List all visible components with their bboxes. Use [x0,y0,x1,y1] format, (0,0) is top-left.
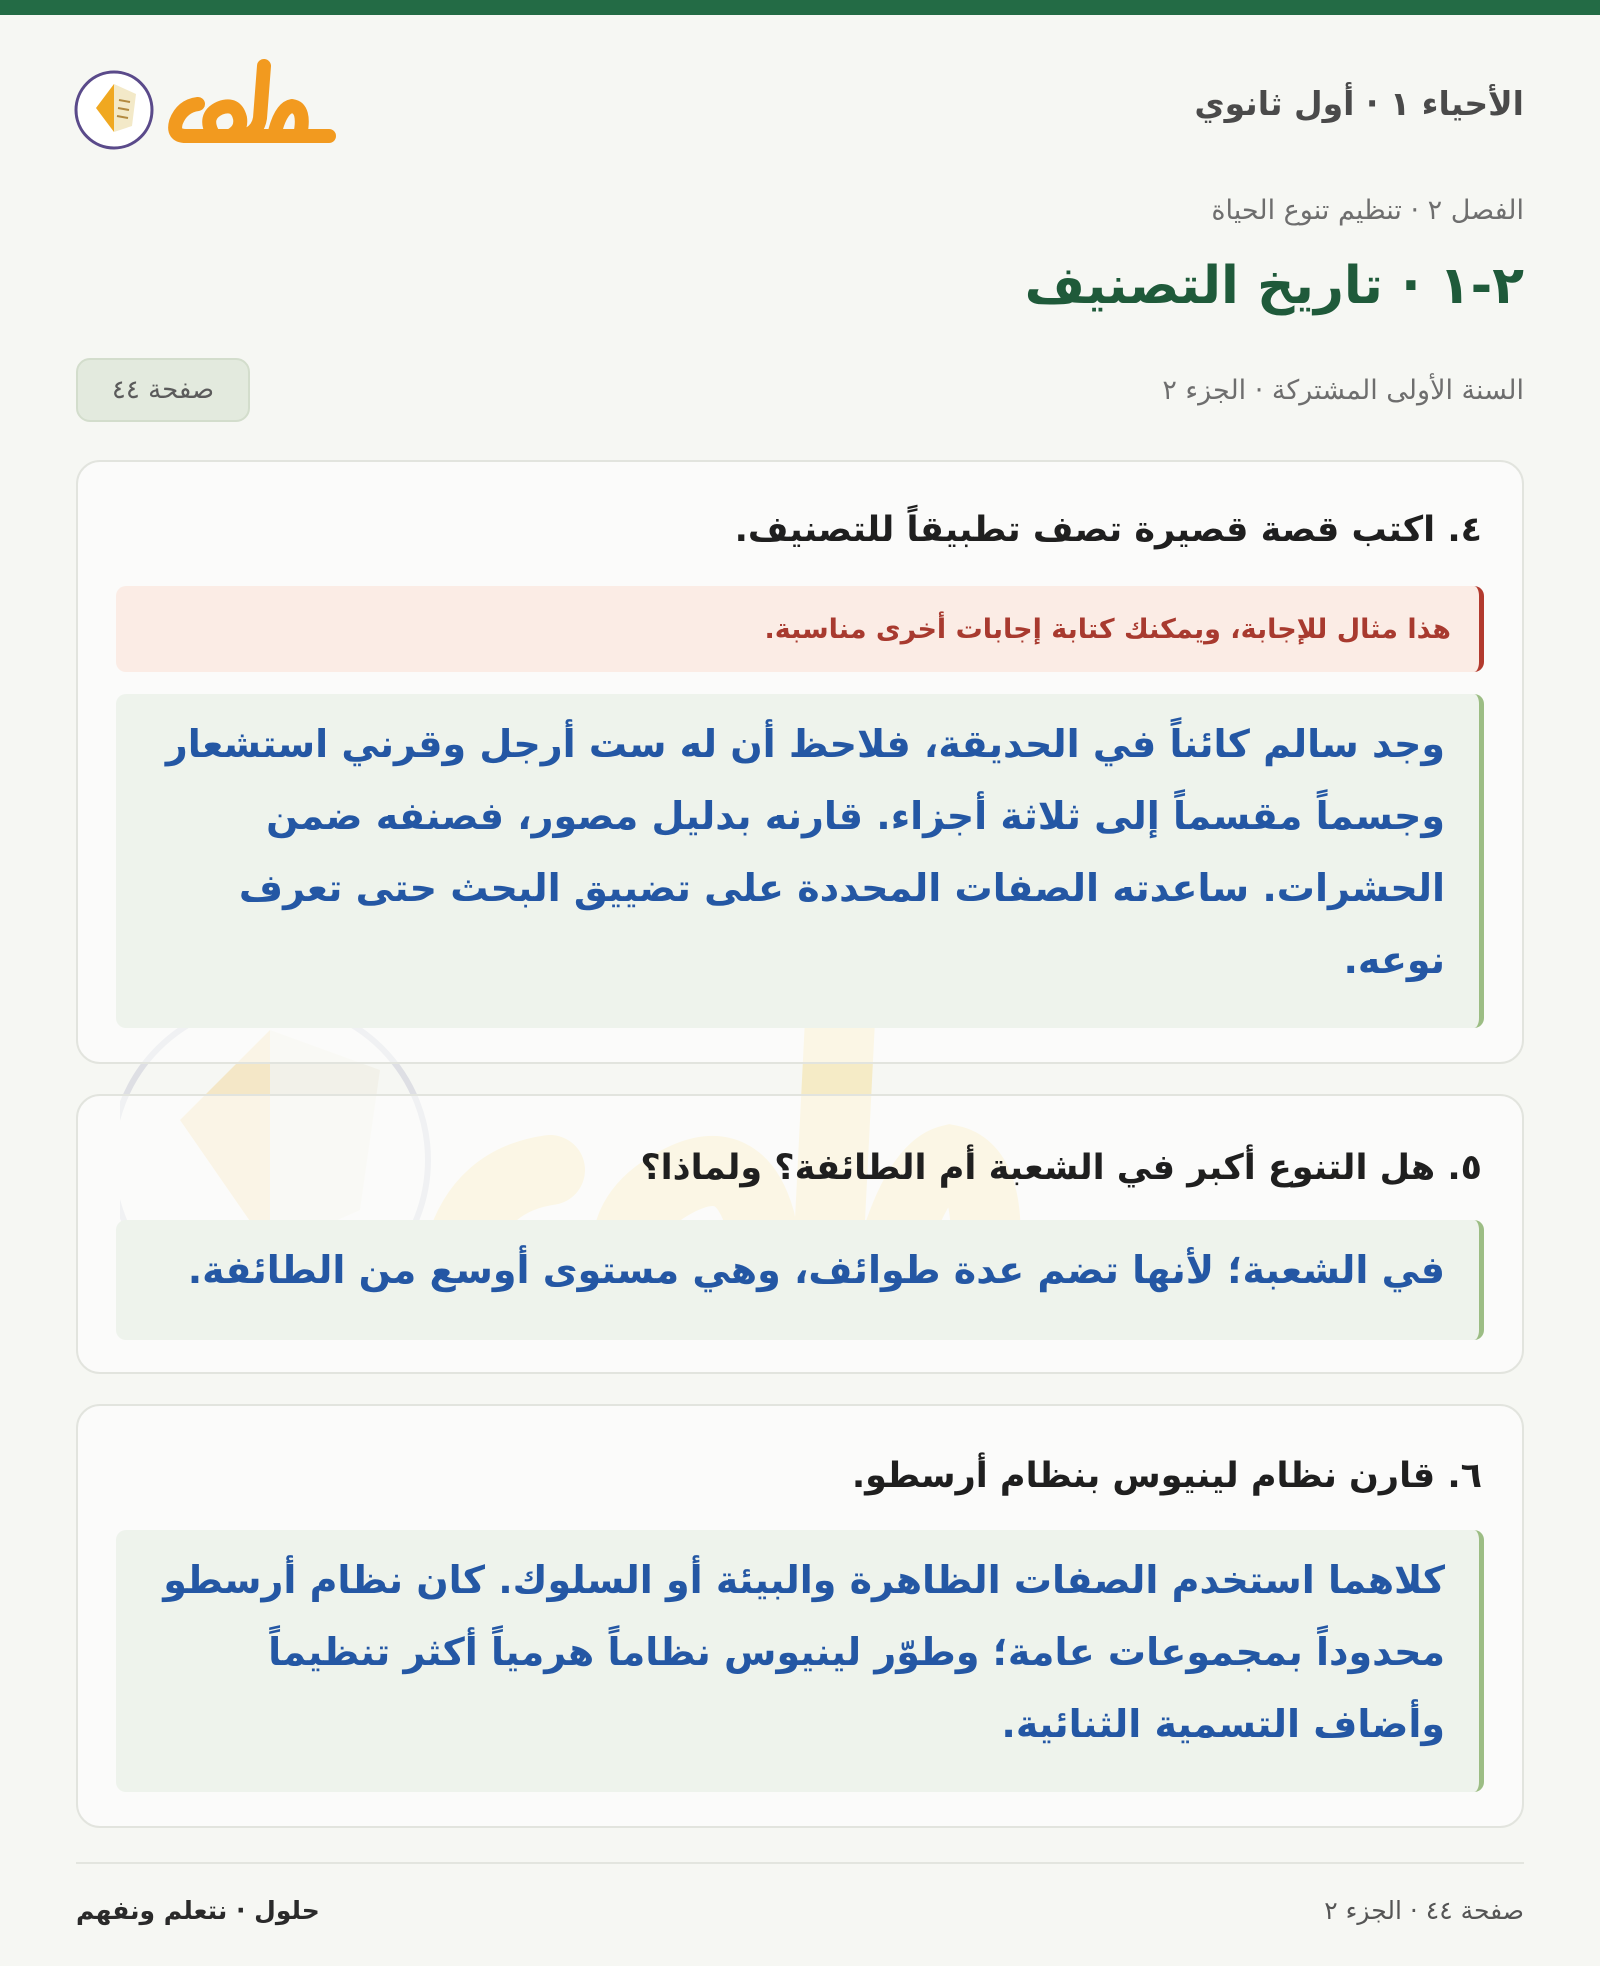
book-subtitle: السنة الأولى المشتركة · الجزء ٢ [1162,375,1524,406]
question-text: ٥. هل التنوع أكبر في الشعبة أم الطائفة؟ ولماذا؟ [640,1148,1482,1188]
top-accent-bar [0,0,1600,15]
question-card-4 [76,460,1524,1064]
answer-note: هذا مثال للإجابة، ويمكنك كتابة إجابات أخرى مناسبة. [116,586,1484,672]
site-logo[interactable] [74,52,336,162]
course-title: الأحياء ١ · أول ثانوي [1194,84,1524,123]
chapter-label: الفصل ٢ · تنظيم تنوع الحياة [1211,195,1524,226]
footer-page-info: صفحة ٤٤ · الجزء ٢ [1324,1896,1524,1925]
question-card-6 [76,1404,1524,1828]
page-badge: صفحة ٤٤ [76,358,250,422]
footer-divider [76,1862,1524,1864]
answer-text: في الشعبة؛ لأنها تضم عدة طوائف، وهي مستوى أوسع من الطائفة. [116,1220,1484,1340]
answer-text: وجد سالم كائناً في الحديقة، فلاحظ أن له ست أرجل وقرني استشعار وجسماً مقسماً إلى ثلاثة أجزاء. قارنه بدليل مصور، فصنفه ضمن الحشرات. ساعدته الصفات المحددة على تضييق البحث حتى تعرف نوعه. [116,694,1484,1028]
lesson-title: ٢-١ · تاريخ التصنيف [1024,256,1524,316]
answer-text: كلاهما استخدم الصفات الظاهرة والبيئة أو السلوك. كان نظام أرسطو محدوداً بمجموعات عامة؛ وطوّر لينيوس نظاماً هرمياً أكثر تنظيماً وأضاف التسمية الثنائية. [116,1530,1484,1792]
footer-brand: حلول · نتعلم ونفهم [76,1896,320,1925]
question-text: ٦. قارن نظام لينيوس بنظام أرسطو. [851,1456,1482,1496]
question-text: ٤. اكتب قصة قصيرة تصف تطبيقاً للتصنيف. [734,510,1482,550]
question-card-5 [76,1094,1524,1374]
